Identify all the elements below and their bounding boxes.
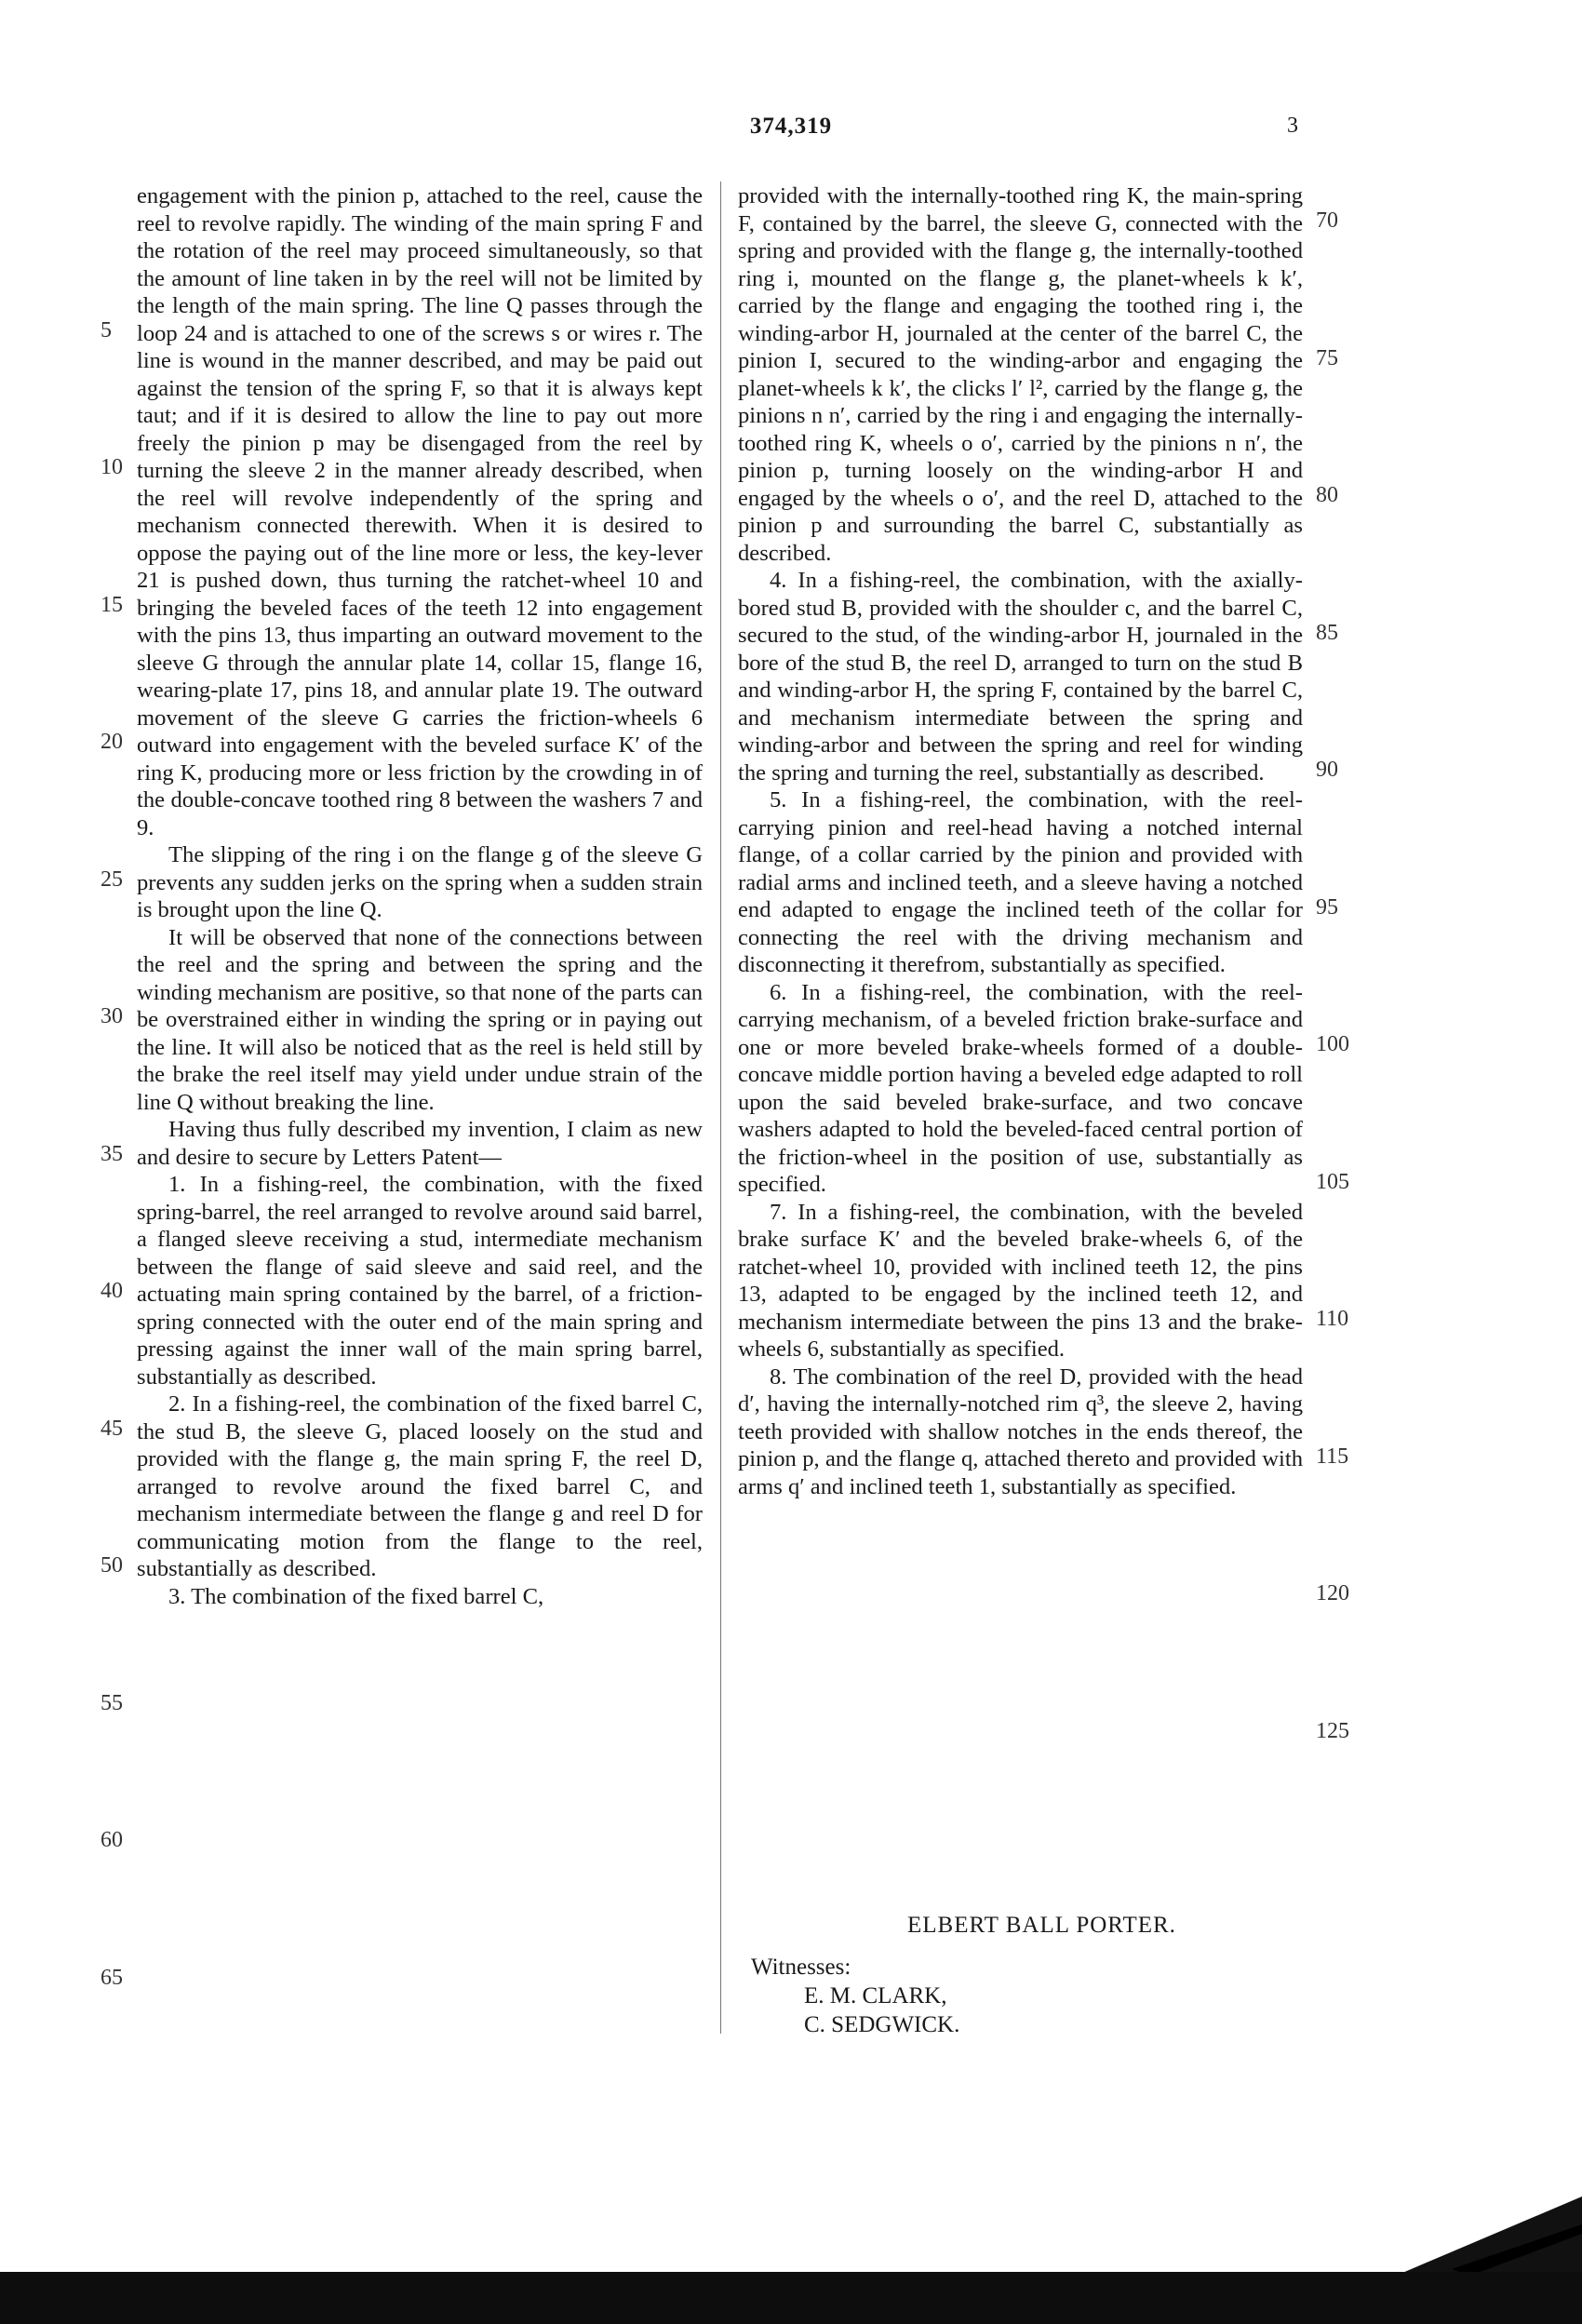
line-number: 125 <box>1316 1719 1349 1743</box>
witness-name: C. SEDGWICK. <box>804 2012 960 2037</box>
claim-1: 1. In a fishing-reel, the combination, with the fixed spring-barrel, the reel arranged to revolve around said barrel, a flanged sleeve receiving a stud, intermediate mechanism between the flange of said sleeve and said reel, and the actuating main spring contained by the barrel, of a friction-spring connected with the outer end of the main spring and pressing against the inner wall of the main spring barrel, substantially as described. <box>137 1172 703 1390</box>
claim-8: 8. The combination of the reel D, provided with the head d′, having the internally-notched rim q³, the sleeve 2, having teeth provided with shallow notches in the ends thereof, the pinion p, and the flange q, attached thereto and provided with arms q′ and inclined teeth 1, substantially as specified. <box>738 1364 1303 1499</box>
claims-intro: Having thus fully described my invention, I claim as new and desire to secure by Letters Patent— <box>137 1117 703 1170</box>
line-number: 65 <box>101 1966 123 1990</box>
column-divider <box>720 181 721 2034</box>
line-number: 45 <box>101 1417 123 1441</box>
line-number: 105 <box>1316 1170 1349 1194</box>
paragraph: engagement with the pinion p, attached to the reel, cause the reel to revolve rapidly. The winding of the main spring F and the rotation of the reel may proceed simultaneously, so that the amount of line taken in by the reel will not be limited by the length of the main spring. The line Q passes through the loop 24 and is attached to one of the screws s or wires r. The line is wound in the manner described, and may be paid out against the tension of the spring F, so that it is always kept taut; and if it is desired to allow the line to pay out more freely the pinion p may be disengaged from the reel by turning the sleeve 2 in the manner already described, when the reel will revolve independently of the spring and mechanism connected therewith. When it is desired to oppose the paying out of the line more or less, the key-lever 21 is pushed down, thus turning the ratchet-wheel 10 and bringing the beveled faces of the teeth 12 into engagement with the pins 13, thus imparting an outward movement to the sleeve G through the annular plate 14, collar 15, flange 16, wearing-plate 17, pins 18, and annular plate 19. The outward movement of the sleeve G carries the friction-wheels 6 outward into engagement with the beveled surface K′ of the ring K, producing more or less friction by the crowding in of the double-concave toothed ring 8 between the washers 7 and 9. <box>137 183 703 840</box>
line-number: 90 <box>1316 758 1338 782</box>
claim-4: 4. In a fishing-reel, the combination, with the axially-bored stud B, provided with the shoulder c, and the barrel C, secured to the stud, of the winding-arbor H, journaled in the bore of the stud B, the reel D, arranged to turn on the stud B and winding-arbor H, the spring F, contained by the barrel C, and mechanism intermediate between the spring and winding-arbor and between the spring and reel for winding the spring and turning the reel, substantially as described. <box>738 568 1303 786</box>
line-number: 80 <box>1316 483 1338 507</box>
paragraph: The slipping of the ring i on the flange g of the sleeve G prevents any sudden jerks on the spring when a sudden strain is brought upon the line Q. <box>137 842 703 922</box>
line-number: 75 <box>1316 346 1338 370</box>
witnesses-label: Witnesses: <box>751 1955 851 1980</box>
claim-3-start: 3. The combination of the fixed barrel C, <box>168 1583 544 1609</box>
line-number: 70 <box>1316 208 1338 233</box>
line-number: 100 <box>1316 1032 1349 1056</box>
paragraph: It will be observed that none of the connections between the reel and the spring and between the spring and the winding mechanism are positive, so that none of the parts can be overstrained either in winding the spring or in paying out the line. It will also be noticed that as the reel is held still by the brake the reel itself may yield under undue strain of the line Q without breaking the line. <box>137 924 703 1115</box>
claim-2: 2. In a fishing-reel, the combination of the fixed barrel C, the stud B, the sleeve G, placed loosely on the stud and provided with the flange g, the main spring F, the reel D, arranged to revolve around the fixed barrel C, and mechanism intermediate between the flange g and reel D for communicating motion from the flange to the reel, substantially as described. <box>137 1391 703 1581</box>
right-text-column <box>738 182 1303 1500</box>
line-number: 40 <box>101 1279 123 1303</box>
line-number: 5 <box>101 318 112 343</box>
claim-7: 7. In a fishing-reel, the combination, with the beveled brake surface K′ and the beveled brake-wheels 6, of the ratchet-wheel 10, provided with inclined teeth 12, the pins 13, adapted to be engaged by the inclined teeth 12, and mechanism intermediate between the pins 13 and the brake-wheels 6, substantially as specified. <box>738 1199 1303 1362</box>
line-number: 50 <box>101 1553 123 1578</box>
line-number: 55 <box>101 1691 123 1715</box>
claim-5: 5. In a fishing-reel, the combination, with the reel-carrying pinion and reel-head having a notched internal flange, of a collar carried by the pinion and provided with radial arms and inclined teeth, and a sleeve having a notched end adapted to engage the inclined teeth of the collar for connecting the reel with the driving mechanism and disconnecting it therefrom, substantially as specified. <box>738 787 1303 977</box>
scan-border <box>0 2272 1582 2324</box>
claim-3-continued: provided with the internally-toothed ring K, the main-spring F, contained by the barrel, the sleeve G, connected with the spring and provided with the flange g, the internally-toothed ring i, mounted on the flange g, the planet-wheels k k′, carried by the flange and engaging the toothed ring i, the winding-arbor H, journaled at the center of the barrel C, the pinion I, secured to the winding-arbor and engaging the planet-wheels k k′, the clicks l′ l², carried by the flange g, the pinions n n′, carried by the ring i and engaging the internally-toothed ring K, wheels o o′, carried by the pinions n n′, the pinion p, turning loosely on the winding-arbor H and engaged by the wheels o o′, and the reel D, attached to the pinion p and surrounding the barrel C, substantially as described. <box>738 183 1303 566</box>
scan-edge-shadow <box>0 2159 1582 2276</box>
left-text-column <box>137 182 703 1610</box>
line-number: 85 <box>1316 621 1338 645</box>
line-number: 110 <box>1316 1307 1349 1331</box>
claim-6: 6. In a fishing-reel, the combination, with the reel-carrying mechanism, of a beveled friction brake-surface and one or more beveled brake-wheels formed of a double-concave middle portion having a beveled edge adapted to roll upon the said beveled brake-surface, and two concave washers adapted to hold the beveled-faced central portion of the friction-wheel in the position of use, substantially as specified. <box>738 979 1303 1197</box>
page-number: 3 <box>1287 114 1298 138</box>
line-number: 35 <box>101 1142 123 1166</box>
line-number: 60 <box>101 1828 123 1852</box>
patent-number: 374,319 <box>749 114 833 139</box>
inventor-signature: ELBERT BALL PORTER. <box>907 1913 1176 1938</box>
line-number: 120 <box>1316 1581 1349 1605</box>
witness-name: E. M. CLARK, <box>804 1983 947 2008</box>
line-number: 20 <box>101 730 123 754</box>
line-number: 10 <box>101 455 123 479</box>
line-number: 15 <box>101 593 123 617</box>
line-number: 30 <box>101 1004 123 1028</box>
line-number: 95 <box>1316 895 1338 920</box>
line-number: 25 <box>101 867 123 892</box>
line-number: 115 <box>1316 1444 1349 1469</box>
